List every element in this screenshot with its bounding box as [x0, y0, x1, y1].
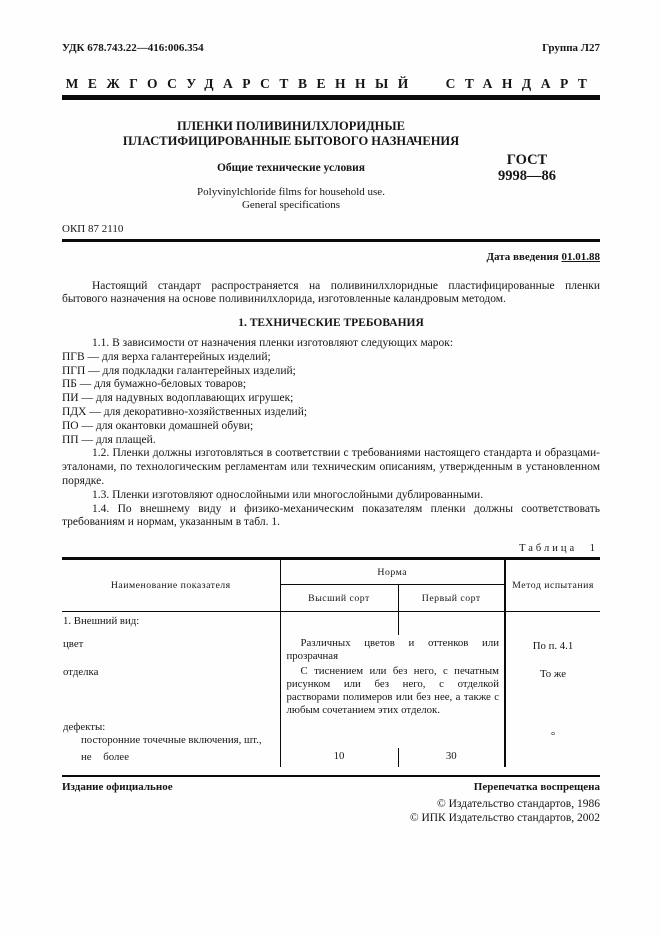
english-title — [62, 186, 520, 212]
gost-number: 9998—86 — [498, 168, 556, 184]
udk-code: УДК 678.743.22—416:006.354 — [62, 42, 204, 54]
page-content — [62, 0, 600, 767]
mark-item-pp: ПП — для плащей. — [62, 433, 156, 446]
paragraph-1-1: 1.1. В зависимости от назначения пленки изготовляют следующих марок: — [92, 337, 454, 350]
norm-finish: С тиснением или без него, с печатным рисунком или без него, с отделкой растворами полимеров или без нее, а также с любым сочетанием этих отделок. — [280, 663, 505, 718]
mark-item-pgp: ПГП — для подкладки галантерейных изделий; — [62, 364, 296, 377]
column-header-name: Наименование показателя — [62, 559, 280, 612]
official-edition-label: Издание официальное — [62, 781, 173, 793]
defects-footnote-mark: ° — [550, 729, 556, 742]
table-header — [62, 559, 600, 612]
standard-banner: МЕЖГОСУДАРСТВЕННЫЙ СТАНДАРТ — [65, 76, 597, 91]
document-subtitle: Общие технические условия — [216, 162, 366, 174]
paragraph-1-3: 1.3. Пленки изготовляют однослойными или многослойными дублированными. — [92, 488, 484, 501]
requirements-table — [62, 557, 600, 767]
column-header-norma: Норма — [280, 559, 505, 585]
okp-code: ОКП 87 2110 — [62, 223, 124, 235]
gost-designation — [462, 152, 592, 184]
copyright-2002: © ИПК Издательство стандартов, 2002 — [409, 811, 600, 824]
gost-label: ГОСТ — [506, 152, 548, 168]
table-row-color — [62, 635, 600, 663]
column-header-first-grade: Первый сорт — [398, 585, 505, 612]
document-title-line2: ПЛАСТИФИЦИРОВАННЫЕ БЫТОВОГО НАЗНАЧЕНИЯ — [122, 133, 460, 148]
english-title-line2: General specifications — [241, 199, 341, 211]
indicator-finish: отделка — [62, 663, 280, 718]
copyright-1986: © Издательство стандартов, 1986 — [436, 798, 600, 810]
indicator-color: цвет — [62, 635, 280, 663]
mark-item-pdh: ПДХ — для декоративно-хозяйственных изделий; — [62, 406, 308, 419]
table-1-caption: Таблица 1 — [519, 543, 598, 555]
footer-rule — [62, 775, 600, 777]
defects-label: дефекты: — [63, 720, 106, 733]
column-header-method: Метод испытания — [505, 559, 600, 612]
mark-item-pb: ПБ — для бумажно-беловых товаров; — [62, 378, 247, 391]
reprint-prohibited-label: Перепечатка воспрещена — [473, 781, 600, 793]
section-1-heading: 1. ТЕХНИЧЕСКИЕ ТРЕБОВАНИЯ — [238, 317, 424, 330]
date-label: Дата введения — [486, 250, 559, 263]
table-body — [62, 612, 600, 767]
defects-item-continued: не более — [81, 750, 129, 763]
okp-rule — [62, 239, 600, 242]
mark-item-pgv: ПГВ — для верха галантерейных изделий; — [62, 350, 271, 363]
defects-item: посторонние точечные включения, шт., — [81, 733, 262, 746]
banner-rule — [62, 95, 600, 100]
method-finish: То же — [540, 667, 566, 680]
table-row-defect-values — [62, 748, 600, 767]
table-row-appearance — [62, 612, 600, 635]
mark-item-pi: ПИ — для надувных водоплавающих игрушек; — [62, 392, 294, 405]
defects-value-highest: 10 — [280, 748, 398, 767]
column-header-highest-grade: Высший сорт — [280, 585, 398, 612]
indicator-appearance: 1. Внешний вид: — [62, 612, 280, 635]
mark-item-po: ПО — для окантовки домашней обуви; — [62, 419, 254, 432]
footer-row — [62, 781, 600, 793]
table-row-finish — [62, 663, 600, 718]
title-block — [62, 119, 520, 212]
table-row-defects — [62, 718, 600, 748]
method-color: По п. 4.1 — [532, 639, 574, 652]
defects-value-first: 30 — [398, 748, 505, 767]
norm-color: Различных цветов и оттенков или прозрачная — [280, 635, 505, 663]
scope-paragraph: Настоящий стандарт распространяется на поливинилхлоридные пластифицированные пленки бытового назначения на основе поливинилхлорида, изготовленные каландровым методом. — [62, 279, 600, 306]
classification-row — [62, 42, 600, 54]
document-title-line1: ПЛЕНКИ ПОЛИВИНИЛХЛОРИДНЫЕ — [176, 119, 406, 133]
introduction-date — [62, 251, 600, 263]
paragraph-1-2: 1.2. Пленки должны изготовляться в соответствии с требованиями настоящего стандарта и образцами-эталонами, по технологическим регламентам или техническим описаниям, утвержденным в установленном порядке. — [62, 447, 600, 488]
english-title-line1: Polyvinylchloride films for household use. — [197, 186, 385, 198]
date-value: 01.01.88 — [561, 250, 600, 263]
paragraph-1-4: 1.4. По внешнему виду и физико-механическим показателям пленки должны соответствовать требованиям и нормам, указанным в табл. 1. — [62, 502, 600, 529]
copyright-block — [62, 798, 600, 826]
indicator-defects — [62, 718, 280, 748]
group-code: Группа Л27 — [542, 42, 600, 54]
